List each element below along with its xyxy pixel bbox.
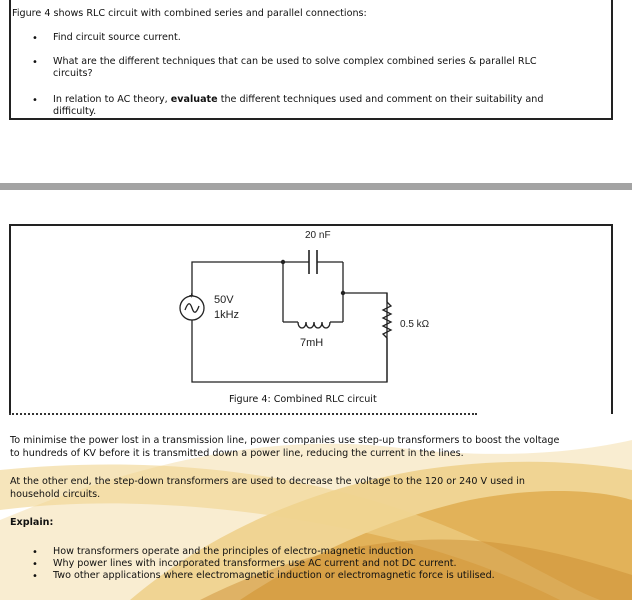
paragraph-1-line-2: to hundreds of KV before it is transmitted down a power line, reducing the current in the lines.	[10, 448, 464, 459]
task-intro: Figure 4 shows RLC circuit with combined series and parallel connections:	[12, 8, 367, 19]
resistor-label: 0.5 kΩ	[400, 319, 430, 330]
dotted-divider	[9, 413, 477, 415]
paragraph-2-line-1: At the other end, the step-down transformers are used to decrease the voltage to the 120 or 240 V used in	[10, 476, 525, 487]
task-item-3-cont: difficulty.	[53, 106, 97, 117]
explain-item-3: Two other applications where electromagnetic induction or electromagnetic force is utilised.	[53, 570, 495, 581]
bullet-icon: •	[32, 33, 38, 44]
bullet-icon: •	[32, 571, 38, 582]
paragraph-2-line-2: household circuits.	[10, 489, 101, 500]
bullet-icon: •	[32, 57, 38, 68]
task-item-2-cont: circuits?	[53, 68, 93, 79]
task-item-3-b: the different techniques used and comment on their suitability and	[217, 94, 544, 105]
explain-item-1: How transformers operate and the principles of electro-magnetic induction	[53, 546, 414, 557]
source-frequency-label: 1kHz	[214, 309, 240, 321]
task-item-3-bold: evaluate	[170, 94, 218, 105]
bullet-icon: •	[32, 559, 38, 570]
resistor-icon	[383, 302, 391, 338]
explain-label: Explain:	[10, 517, 54, 528]
source-voltage-label: 50V	[214, 294, 234, 306]
inductor-label: 7mH	[300, 337, 324, 349]
svg-text:+: +	[189, 291, 194, 300]
bullet-icon: •	[32, 547, 38, 558]
task-item-3-a: In relation to AC theory,	[53, 94, 171, 105]
capacitor-label: 20 nF	[305, 230, 331, 241]
inductor-icon	[298, 322, 330, 328]
bullet-icon: •	[32, 95, 38, 106]
figure-caption: Figure 4: Combined RLC circuit	[229, 394, 377, 405]
task-item-1: Find circuit source current.	[53, 32, 181, 43]
paragraph-1-line-1: To minimise the power lost in a transmission line, power companies use step-up transformers to boost the voltage	[10, 435, 560, 446]
task-item-2: What are the different techniques that can be used to solve complex combined series & parallel RLC	[53, 56, 537, 67]
explain-item-2: Why power lines with incorporated transformers use AC current and not DC current.	[53, 558, 457, 569]
